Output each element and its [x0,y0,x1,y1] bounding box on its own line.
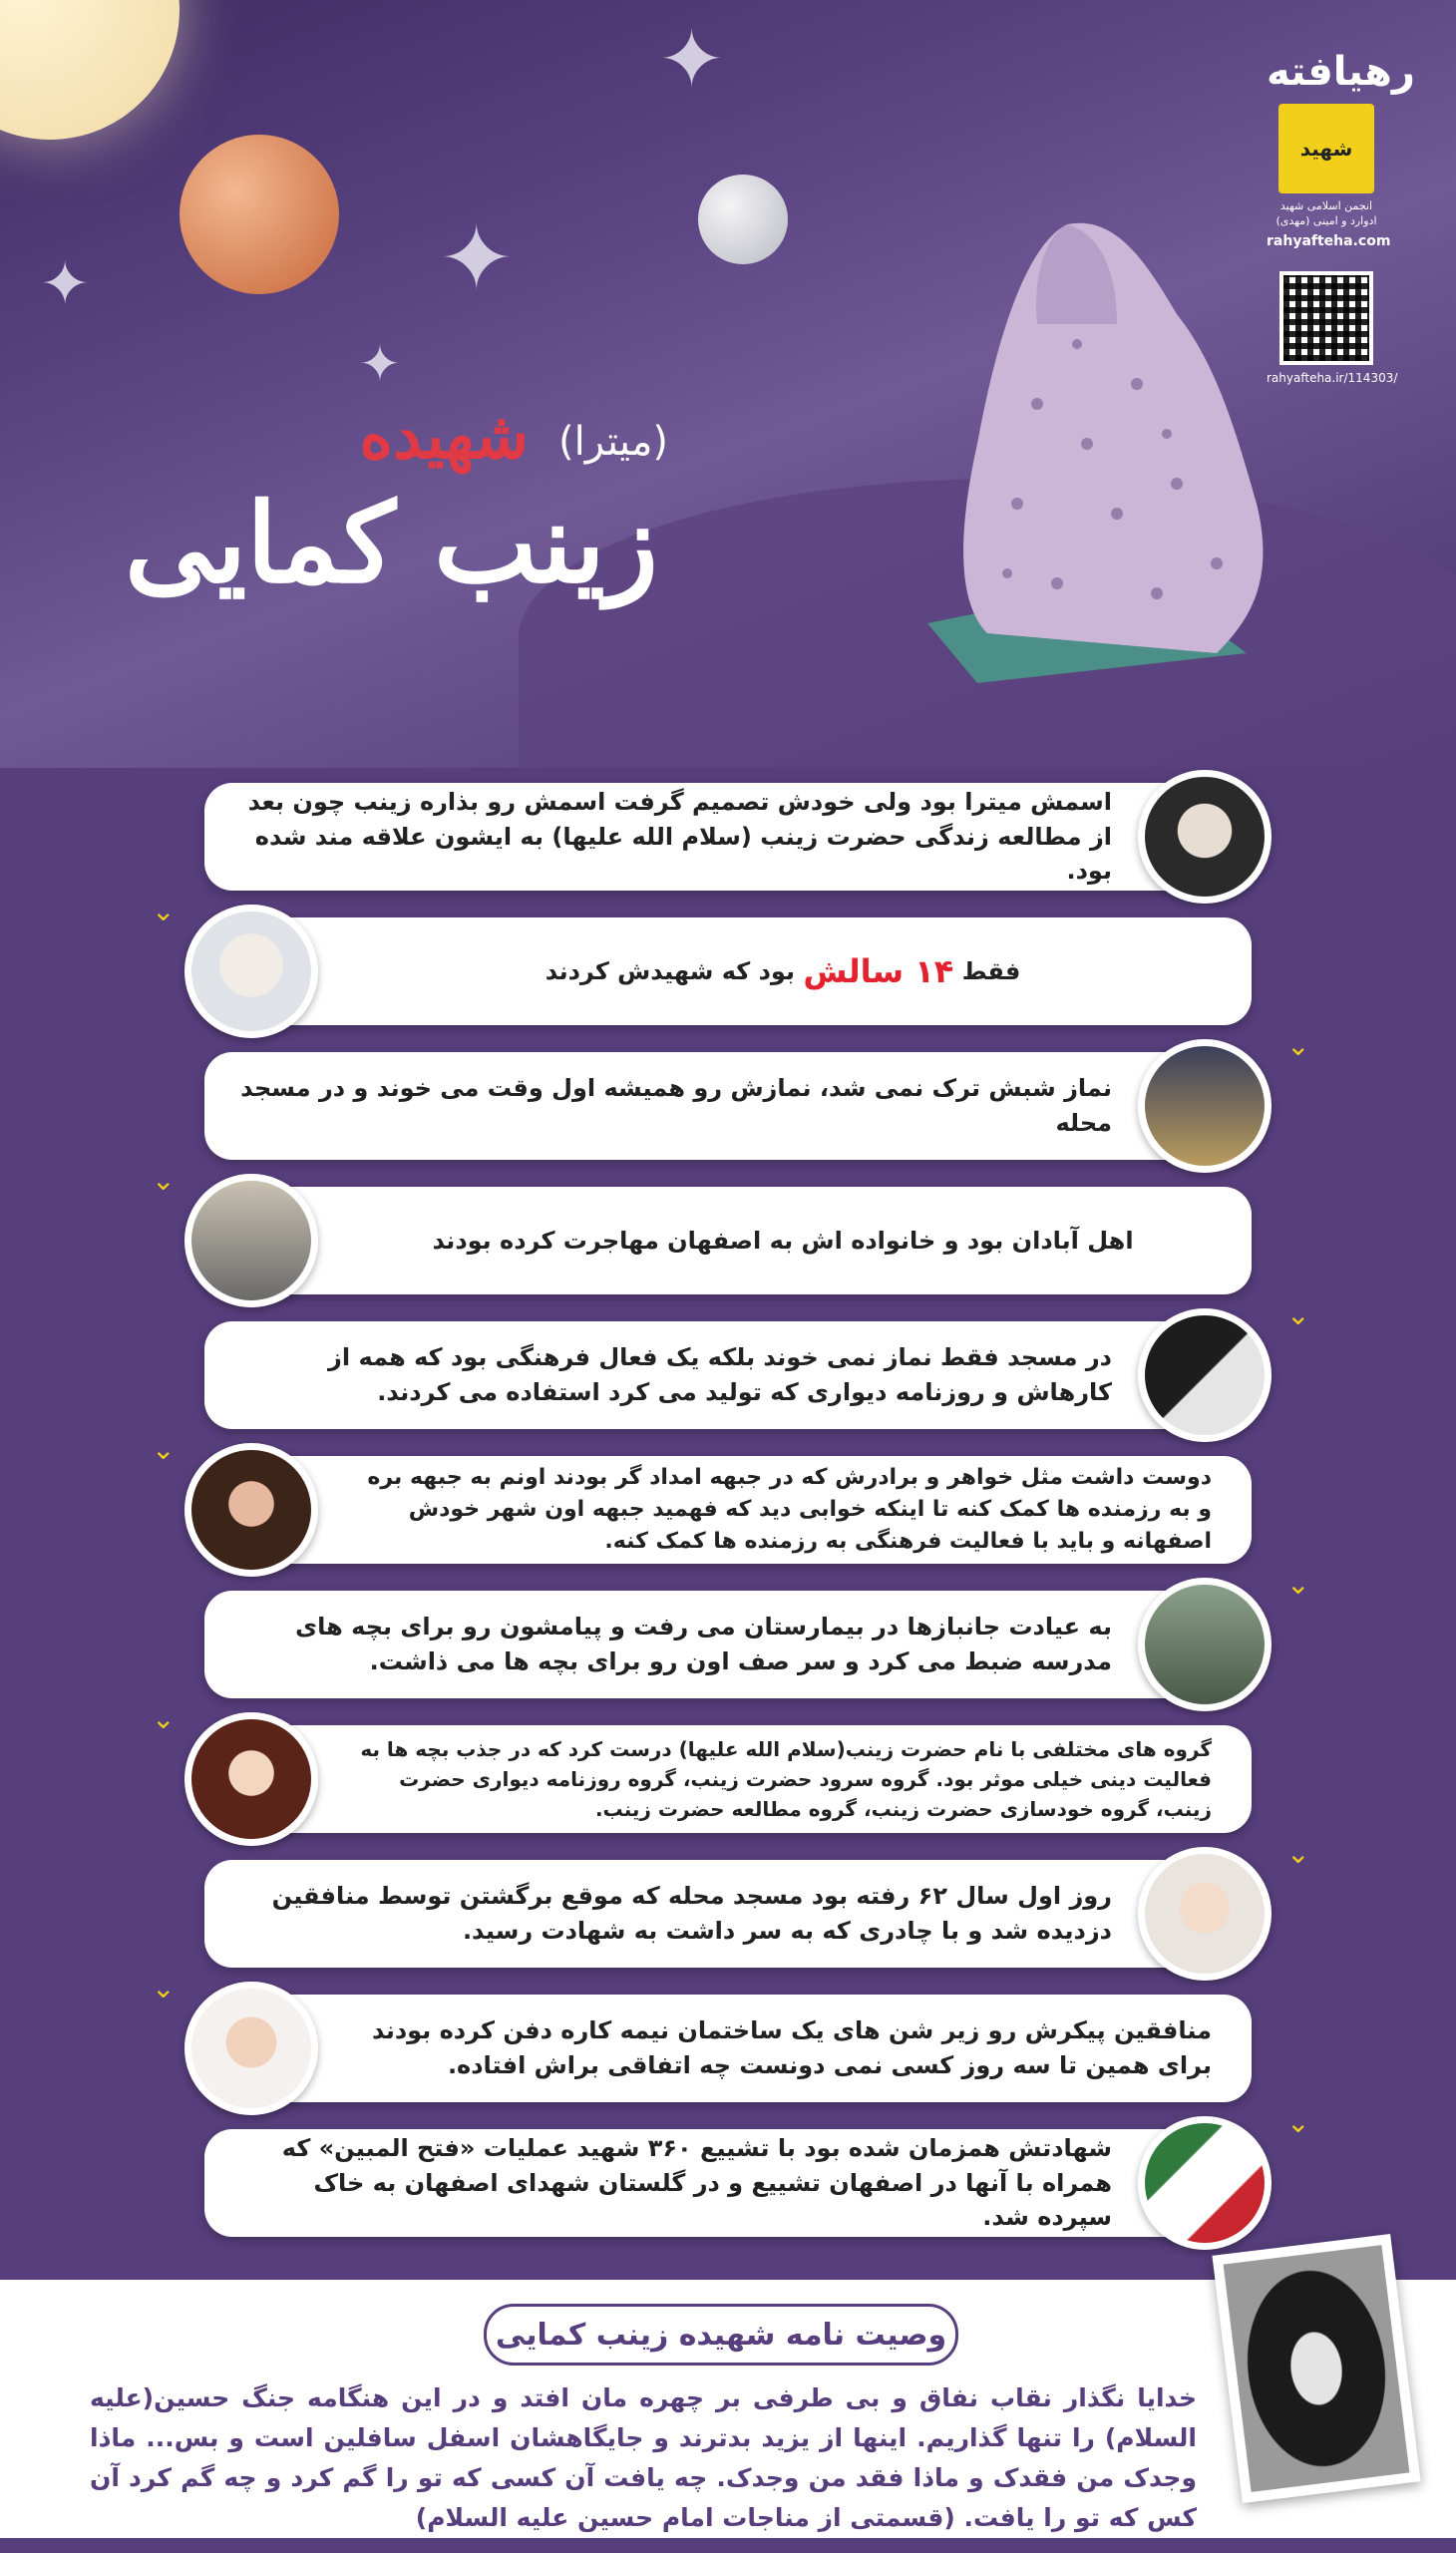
card-text: گروه های مختلفی با نام حضرت زینب(سلام الله علیها) درست کرد که در جذب بچه ها به فعالیت دینی خیلی موثر بود. گروه سرود حضرت زینب، گروه روزنامه دیواری حضرت زینب، گروه خودسازی حضرت زینب، گروه مطالعه حضرت زینب. [360,1737,1212,1821]
chevron-down-icon: ⌄ [152,1702,176,1735]
chevron-down-icon: ⌄ [152,1164,176,1197]
activity-photo [1138,1308,1272,1442]
chevron-down-icon: ⌄ [1286,1029,1310,1062]
chevron-down-icon: ⌄ [1286,1837,1310,1870]
card-text [354,917,1212,1025]
timeline-card [204,1725,1252,1833]
timeline-card [204,1052,1252,1160]
card-text: در مسجد فقط نماز نمی خوند بلکه یک فعال فرهنگی بود که همه از کارهاش و روزنامه دیواری که تولید می کرد استفاده می کردند. [328,1343,1112,1406]
chevron-down-icon: ⌄ [152,895,176,927]
timeline-card [204,2129,1252,2237]
portrait-photo [1212,2234,1420,2503]
brand-org [1267,199,1386,229]
moon-illustration [0,0,180,140]
will-text: خدایا نگذار نقاب نفاق و بی طرفی بر چهره مان افتد و در این هنگامه جنگ حسین(علیه السلام) را تنها گذاریم. اینها از یزید بدترند و جایگاهشان اسفل سافلین است و بس... ماذا وجدک من فقدک و ماذا فقد من وجدک. چه یافت آن کسی که تو را گم کرد و چه گم کرد آن کس که تو را یافت. (قسمتی از مناجات امام حسین علیه السلام) [90,2383,1197,2532]
qr-url[interactable]: rahyafteha.ir/114303/ [1267,370,1398,385]
chevron-down-icon: ⌄ [152,1433,176,1466]
timeline [0,768,1456,2264]
prayer-photo [1138,1039,1272,1173]
page-title: زینب کمایی [124,479,658,607]
praying-woman-illustration [917,184,1296,683]
star-icon: ✦ [658,13,726,106]
highlight-age: ۱۴ سالش [803,951,954,990]
card-text: دوست داشت مثل خواهر و برادرش که در جبهه امداد گر بودند اونم به جبهه بره و به رزمنده ها کمک کنه تا اینکه خوابی دید که فهمید جبهه اون شهر خودش اصفهانه و باید با فعالیت فرهنگی به رزمنده ها کمک کنه. [367,1465,1212,1554]
bottom-bar [0,2538,1456,2553]
timeline-card [204,783,1252,891]
card-text-after: بود که شهیدش کردند [545,956,795,985]
veteran-photo [1138,1578,1272,1711]
card-text: شهادتش همزمان شده بود با تشییع ۳۶۰ شهید عملیات «فتح المبین» که همراه با آنها در اصفهان تشییع و در گلستان شهدای اصفهان به خاک سپرده شد. [281,2133,1112,2232]
brand-script: رهیافته [1267,49,1415,95]
portrait-photo [184,905,318,1038]
brand-badge-icon [1278,104,1374,193]
timeline-card [204,1456,1252,1564]
family-photo [184,1174,318,1307]
brand-logo [1267,49,1415,385]
will-title: وصیت نامه شهیده زینب کمایی [484,2304,958,2366]
timeline-card [204,1995,1252,2102]
chevron-down-icon: ⌄ [1286,1568,1310,1601]
brand-website[interactable]: rahyafteha.com [1267,232,1391,249]
title-block [100,399,698,658]
orange-planet-illustration [180,135,339,294]
hero-banner [0,0,1456,768]
card-text: اهل آبادان بود و خانواده اش به اصفهان مهاجرت کرده بودند [432,1226,1134,1255]
card-text: روز اول سال ۶۲ رفته بود مسجد محله که موقع برگشتن توسط منافقین دزدیده شد و با چادری که به سر داشت به شهادت رسید. [271,1882,1112,1945]
timeline-card [204,917,1252,1025]
brand-badge-label: شهید [1299,137,1353,161]
timeline-card [204,1860,1252,1968]
will-section [0,2264,1456,2553]
portrait-photo [184,1443,318,1577]
star-icon: ✦ [439,206,515,311]
timeline-card [204,1591,1252,1698]
chevron-down-icon: ⌄ [1286,1298,1310,1331]
card-text: نماز شبش ترک نمی شد، نمازش رو همیشه اول وقت می خوند و در مسجد محله [240,1074,1112,1137]
portrait-photo [1138,1847,1272,1981]
white-planet-illustration [698,175,788,264]
card-text-before: فقط [961,956,1021,985]
card-text: اسمش میترا بود ولی خودش تصمیم گرفت اسمش رو بذاره زینب چون بعد از مطالعه زندگی حضرت زینب (سلام الله علیها) به ایشون علاقه مند شده بود. [247,787,1112,886]
portrait-photo [184,1712,318,1846]
title-nickname: (میترا) [558,419,668,465]
brand-org-line2: ادوارد و امینی (مهدی) [1275,213,1377,227]
timeline-card [204,1187,1252,1294]
chevron-down-icon: ⌄ [1286,2106,1310,2139]
chevron-down-icon: ⌄ [152,1972,176,2005]
portrait-photo [184,1982,318,2115]
star-icon: ✦ [359,335,401,393]
portrait-photo [1138,770,1272,904]
card-text: منافقین پیکرش رو زیر شن های یک ساختمان نیمه کاره دفن کرده بودند برای همین تا سه روز کسی نمی دونست چه اتفاقی براش افتاده. [371,2016,1212,2079]
qr-code-icon[interactable] [1279,271,1373,365]
title-prefix: شهیده [359,399,529,474]
star-icon: ✦ [40,249,91,319]
brand-org-line1: انجمن اسلامی شهید [1279,199,1373,212]
card-text: به عیادت جانبازها در بیمارستان می رفت و پیامشون رو برای بچه های مدرسه ضبط می کرد و سر صف اون رو برای بچه ها می ذاشت. [295,1613,1112,1675]
timeline-card [204,1321,1252,1429]
funeral-photo [1138,2116,1272,2250]
